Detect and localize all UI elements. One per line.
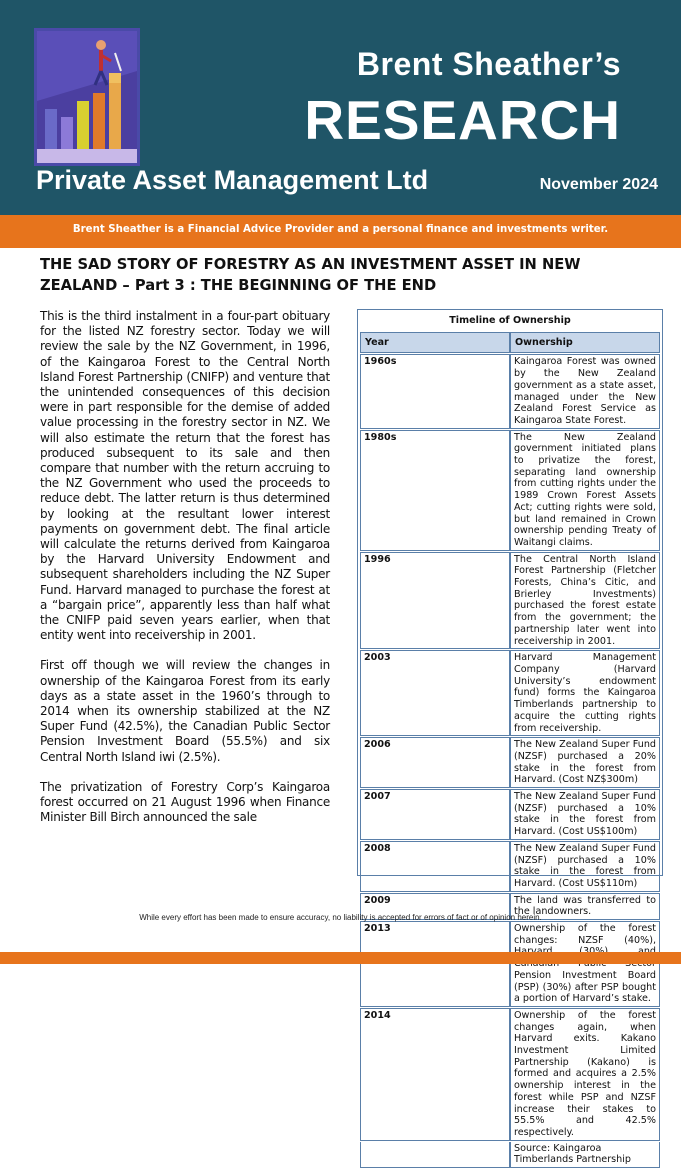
company-name: Private Asset Management Ltd: [36, 165, 429, 195]
row-ownership: The New Zealand Super Fund (NZSF) purchased a 10% stake in the forest from Harvard. (Cost US$100m): [510, 789, 660, 840]
row-ownership: The New Zealand Super Fund (NZSF) purchased a 10% stake in the forest from Harvard. (Cost US$110m): [510, 841, 660, 892]
tagline: Brent Sheather is a Financial Advice Provider and a personal finance and investments writer.: [72, 224, 609, 235]
disclaimer: While every effort has been made to ensure accuracy, no liability is accepted for errors of fact or of opinion herein.: [139, 913, 542, 922]
row-year: 2013: [360, 921, 510, 1007]
table-row: [360, 789, 660, 840]
column-header-ownership: Ownership: [510, 332, 660, 354]
source-blank-cell: [360, 1142, 510, 1168]
row-year: 1980s: [360, 430, 510, 551]
row-ownership: Kaingaroa Forest was owned by the New Zealand government as a state asset, managed under the New Zealand Forest Service as Kaingaroa State Forest.: [510, 354, 660, 428]
timeline-header-row: [360, 332, 660, 354]
table-row: [360, 650, 660, 736]
row-ownership: Ownership of the forest changes: NZSF (40%), Pension Investment Board (PSP) (30%) after PSP bought a portion of Harvard’s stake.: [510, 921, 660, 1007]
row-year: 2009: [360, 893, 510, 920]
row-year: 1996: [360, 552, 510, 650]
brand-line: Brent Sheather’s: [356, 46, 621, 82]
row-ownership: The land was transferred to the landowners.: [510, 893, 660, 920]
footer-bar: [0, 952, 681, 964]
table-row: [360, 552, 660, 650]
paragraph-privatization: The privatization of Forestry Corp’s Kaingaroa forest occurred on 21 August 1996 when Finance Minister Bill Birch announced the sale: [40, 779, 330, 825]
headline-line-2: ZEALAND – Part 3 : THE BEGINNING OF THE END: [40, 277, 437, 294]
row-ownership: Harvard Management Company (Harvard University’s endowment fund) forms the Kaingaroa Timberlands partnership to acquire the cutting rights from receivership.: [510, 650, 660, 736]
row-year: 2008: [360, 841, 510, 892]
row-year: 2014: [360, 1008, 510, 1141]
publication-title: RESEARCH: [304, 89, 621, 151]
table-row: [360, 354, 660, 428]
table-row: [360, 841, 660, 892]
row-year: 2006: [360, 737, 510, 788]
table-source-row: [360, 1142, 660, 1168]
table-row: [360, 430, 660, 551]
paragraph-intro: This is the third instalment in a four-part obituary for the listed NZ forestry sector. Today we will review the sale by the NZ Government, in 1996, of the Kaingaroa Forest to the Central North Island Forest Partnership (CNIFP) and venture that the unintended consequences of this decision were in part responsible for the demise of added value processing in the forestry sector in NZ. We will also estimate the return that the forest has produced subsequent to its sale and then compare that number with the return accruing to the NZ Government who used the proceeds to reduce debt. The latter return is thus determined by looking at the resultant lower interest payments on government debt. The final article will calculate the returns derived from Kaingaroa by the Harvard University Endowment and subsequent shareholders including the NZ Super Fund. Harvard managed to purchase the forest at a “bargain price”, apparently less than half what the CNIFP paid seven years earlier, when that entity went into receivership in 2001.: [40, 309, 330, 643]
row-ownership: The Central North Island Forest Partnership (Fletcher Forests, China’s Citic, and Brierley Investments) purchased the forest estate from the government; the partnership later went into receivership in 2001.: [510, 552, 660, 650]
timeline-caption-row: [360, 313, 660, 331]
paragraph-ownership: First off though we will review the changes in ownership of the Kaingaroa Forest from its early days as a state asset in the 1960’s through to 2014 when its ownership stabilized at the NZ Super Fund (42.5%), the Canadian Public Sector Pension Investment Board (55.5%) and six Central North Island iwi (2.5%).: [40, 658, 330, 764]
article-body: [40, 309, 330, 841]
table-row: [360, 921, 660, 1007]
column-header-year: Year: [360, 332, 510, 354]
row-year: 2007: [360, 789, 510, 840]
masthead: [0, 0, 681, 215]
row-ownership: The New Zealand Super Fund (NZSF) purchased a 20% stake in the forest from Harvard. (Cost NZ$300m): [510, 737, 660, 788]
timeline-title: Timeline of Ownership: [449, 315, 571, 326]
table-row: [360, 737, 660, 788]
row-year: 2003: [360, 650, 510, 736]
timeline-of-ownership-box: [357, 309, 663, 1166]
article-headline: [40, 254, 640, 296]
headline-line-1: THE SAD STORY OF FORESTRY AS AN INVESTMENT ASSET IN NEW: [40, 256, 581, 273]
row-ownership: The New Zealand government initiated plans to privatize the forest, separating land ownership from cutting rights under the 1989 Crown Forest Assets Act; cutting rights were sold, but land remained in Crown ownership pending Treaty of Waitangi claims.: [510, 430, 660, 551]
row-ownership: Ownership of the forest changes again, when Harvard exits. Kakano Investment Limited Partnership (Kakano) is formed and acquires a 2.5% ownership interest in the forest while PSP and NZSF increase their stakes to 55.5% and 42.5% respectively.: [510, 1008, 660, 1141]
table-row: [360, 1008, 660, 1141]
table-source: Source: Kaingaroa Timberlands Partnership: [510, 1142, 660, 1168]
timeline-table: [360, 312, 660, 1169]
row-year: 1960s: [360, 354, 510, 428]
issue-date: November 2024: [539, 176, 658, 193]
